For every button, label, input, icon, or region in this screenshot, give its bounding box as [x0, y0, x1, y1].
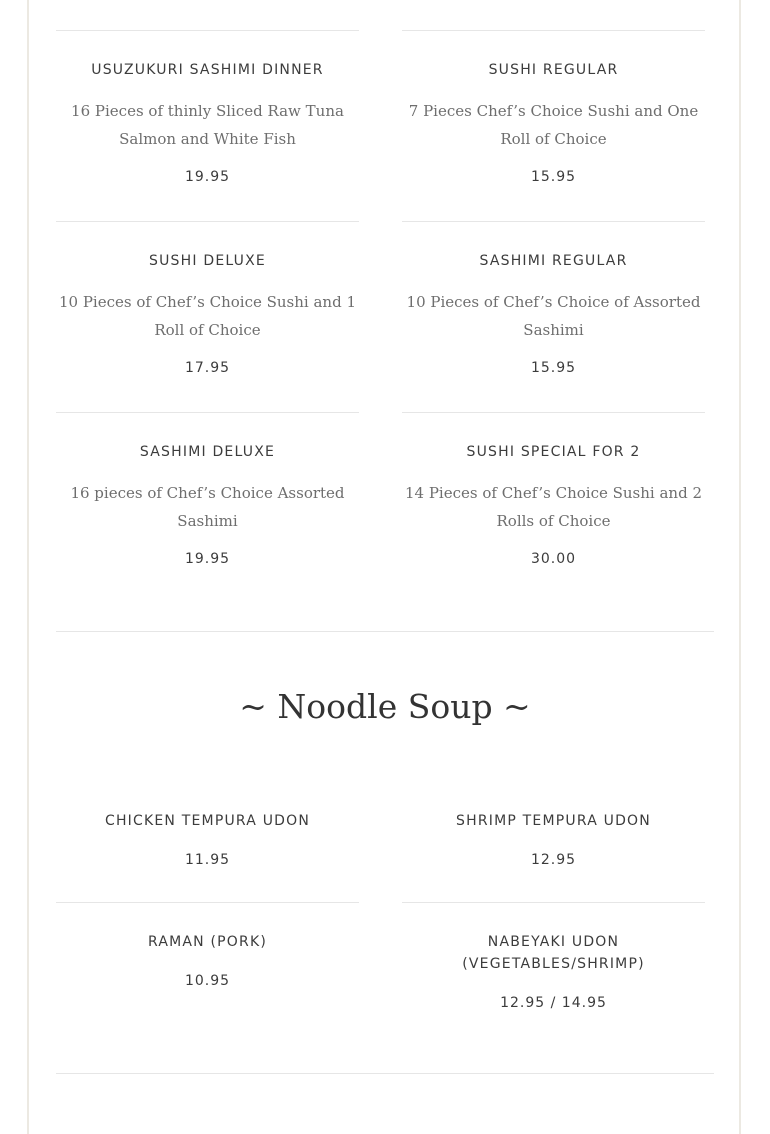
item-price: 19.95 — [184, 551, 231, 567]
item-price: 12.95 / 14.95 — [500, 995, 607, 1011]
divider — [402, 902, 705, 903]
divider — [56, 221, 359, 222]
item-price: 11.95 — [184, 852, 231, 868]
item-name: RAMAN (PORK) — [147, 934, 267, 950]
item-description: 7 Pieces Chef’s Choice Sushi and One Roll of Choice — [408, 102, 699, 148]
item-price: 19.95 — [184, 169, 231, 185]
item-name: SUSHI SPECIAL FOR 2 — [466, 444, 641, 460]
item-name: SASHIMI DELUXE — [139, 444, 276, 460]
item-price: 17.95 — [184, 360, 231, 376]
item-price: 12.95 — [530, 852, 577, 868]
item-description: 16 pieces of Chef’s Choice Assorted Sashimi — [70, 484, 345, 530]
menu-item — [56, 250, 359, 378]
divider — [56, 412, 359, 413]
divider — [402, 30, 705, 31]
item-price: 15.95 — [530, 169, 577, 185]
item-name: SUSHI DELUXE — [149, 253, 266, 269]
item-description: 10 Pieces of Chef’s Choice of Assorted Sashimi — [406, 293, 701, 339]
divider — [56, 30, 359, 31]
item-price: 15.95 — [530, 360, 577, 376]
divider — [402, 221, 705, 222]
menu-item — [402, 441, 705, 569]
item-description: 10 Pieces of Chef’s Choice Sushi and 1 Roll of Choice — [58, 293, 356, 339]
menu-item — [56, 59, 359, 187]
item-name: USUZUKURI SASHIMI DINNER — [91, 62, 324, 78]
menu-item — [402, 810, 705, 870]
menu-item — [56, 441, 359, 569]
item-description: 14 Pieces of Chef’s Choice Sushi and 2 Rolls of Choice — [404, 484, 702, 530]
item-name: SHRIMP TEMPURA UDON — [456, 813, 651, 829]
item-name: SASHIMI REGULAR — [479, 253, 628, 269]
menu-item — [402, 59, 705, 187]
section-title: ~ Noodle Soup ~ — [239, 687, 531, 726]
section-divider — [56, 1073, 714, 1074]
item-price: 10.95 — [184, 973, 231, 989]
divider — [402, 412, 705, 413]
menu-item — [402, 250, 705, 378]
menu-item — [402, 931, 705, 1013]
menu-item — [56, 931, 359, 991]
menu-item — [56, 810, 359, 870]
item-name: SUSHI REGULAR — [488, 62, 619, 78]
item-price: 30.00 — [530, 551, 577, 567]
section-divider — [56, 631, 714, 632]
item-name: CHICKEN TEMPURA UDON — [104, 813, 311, 829]
item-name: NABEYAKI UDON (VEGETABLES/SHRIMP) — [462, 934, 645, 972]
item-description: 16 Pieces of thinly Sliced Raw Tuna Salmon and White Fish — [71, 102, 344, 148]
divider — [56, 902, 359, 903]
